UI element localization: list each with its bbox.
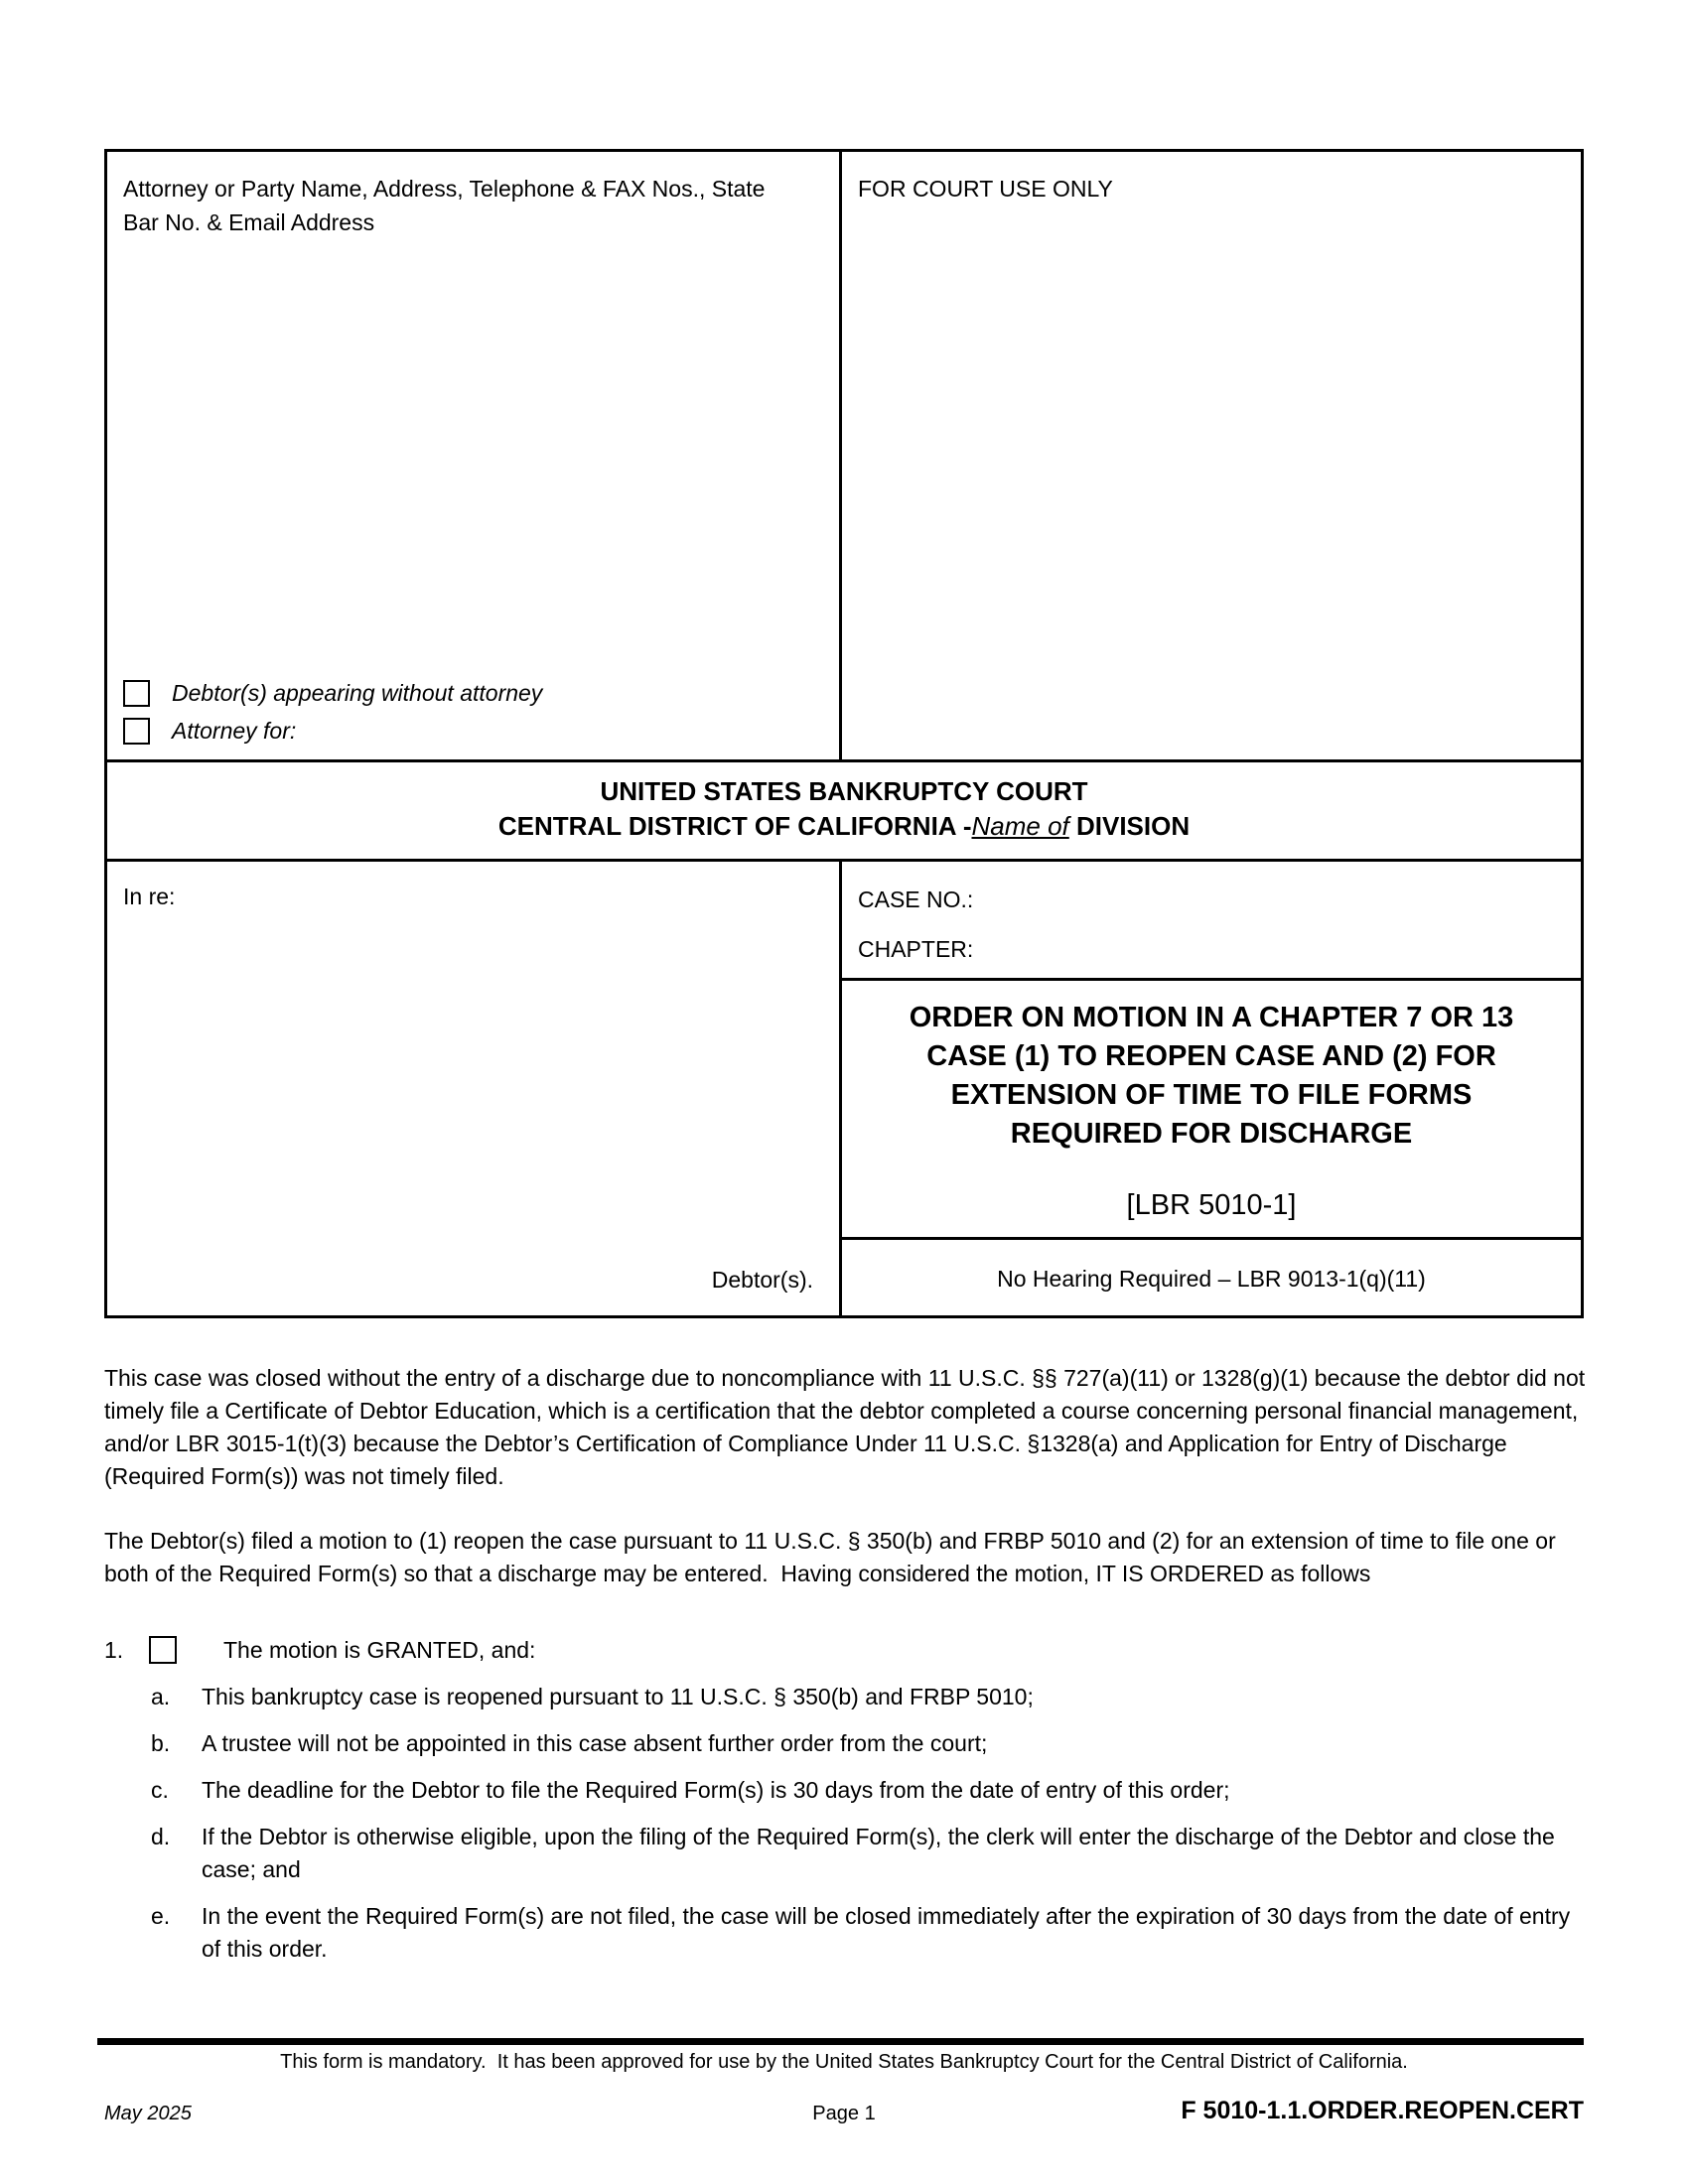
item-letter: e. bbox=[151, 1903, 171, 1929]
footer-page-number: Page 1 bbox=[812, 2103, 876, 2124]
order-body bbox=[104, 1362, 1592, 1966]
order-title-line: EXTENSION OF TIME TO FILE FORMS bbox=[950, 1079, 1473, 1111]
order-title-line: REQUIRED FOR DISCHARGE bbox=[1010, 1118, 1413, 1150]
debtors-label: Debtor(s). bbox=[711, 1267, 813, 1293]
order-title-line: ORDER ON MOTION IN A CHAPTER 7 OR 13 bbox=[909, 1002, 1514, 1033]
list-item bbox=[104, 1681, 1588, 1713]
item-letter: b. bbox=[151, 1730, 171, 1756]
paragraph-motion-filed: The Debtor(s) filed a motion to (1) reopen the case pursuant to 11 U.S.C. § 350(b) and FRBP 5010 and (2) for an extension of time to file one or both of the Required Form(s) so that a discharge may be entered. Having considered the motion, IT IS ORDERED as follows bbox=[104, 1528, 1563, 1586]
attorney-input-area[interactable] bbox=[123, 239, 823, 670]
list-item bbox=[104, 1900, 1588, 1966]
chapter-label: CHAPTER: bbox=[858, 936, 974, 962]
lbr-rule-reference: [LBR 5010-1] bbox=[1126, 1189, 1297, 1221]
list-item-granted bbox=[104, 1634, 1588, 1667]
footer-row bbox=[104, 2097, 1584, 2136]
footer-divider-bar bbox=[97, 2038, 1584, 2045]
item-text: A trustee will not be appointed in this case absent further order from the court; bbox=[202, 1730, 988, 1756]
debtor-no-attorney-label: Debtor(s) appearing without attorney bbox=[172, 680, 543, 706]
motion-granted-checkbox[interactable] bbox=[149, 1636, 177, 1664]
order-title-cell bbox=[842, 978, 1581, 1237]
item-text: This bankruptcy case is reopened pursuant to 11 U.S.C. § 350(b) and FRBP 5010; bbox=[202, 1684, 1034, 1709]
case-number-cell bbox=[842, 862, 1581, 978]
order-title-line: CASE (1) TO REOPEN CASE AND (2) FOR bbox=[926, 1040, 1496, 1072]
form-header-table bbox=[104, 149, 1584, 1318]
item-text: The deadline for the Debtor to file the Required Form(s) is 30 days from the date of entry of this order; bbox=[202, 1777, 1230, 1803]
item-text: If the Debtor is otherwise eligible, upon the filing of the Required Form(s), the clerk will enter the discharge of the Debtor and close the case; and bbox=[202, 1824, 1555, 1882]
item-letter: d. bbox=[151, 1824, 171, 1849]
in-re-label: In re: bbox=[123, 884, 176, 909]
list-item bbox=[104, 1774, 1588, 1807]
court-use-only-cell bbox=[842, 152, 1581, 759]
footer-date: May 2025 bbox=[104, 2103, 192, 2124]
item-letter: a. bbox=[151, 1684, 171, 1709]
attorney-for-row bbox=[123, 716, 823, 746]
division-suffix: DIVISION bbox=[1068, 811, 1191, 841]
item-text: In the event the Required Form(s) are not filed, the case will be closed immediately after the expiration of 30 days from the date of entry of this order. bbox=[202, 1903, 1571, 1962]
court-name-line2 bbox=[107, 809, 1581, 844]
attorney-info-cell bbox=[107, 152, 842, 759]
footer-form-number: F 5010-1.1.ORDER.REOPEN.CERT bbox=[1181, 2097, 1584, 2124]
attorney-for-checkbox[interactable] bbox=[123, 718, 150, 745]
item-number: 1. bbox=[104, 1637, 124, 1663]
no-hearing-cell bbox=[842, 1237, 1581, 1315]
court-use-only-label: FOR COURT USE ONLY bbox=[858, 176, 1113, 202]
division-name-placeholder: Name of bbox=[971, 811, 1069, 841]
court-name-banner bbox=[107, 759, 1581, 859]
case-info-row bbox=[107, 859, 1581, 1315]
debtor-no-attorney-row bbox=[123, 678, 823, 708]
attorney-info-label: Attorney or Party Name, Address, Telephone & FAX Nos., State Bar No. & Email Address bbox=[123, 176, 766, 235]
mandatory-note: This form is mandatory. It has been approved for use by the United States Bankruptcy Court for the Central District of California. bbox=[280, 2051, 1408, 2073]
case-no-label: CASE NO.: bbox=[858, 887, 974, 912]
no-hearing-label: No Hearing Required – LBR 9013-1(q)(11) bbox=[997, 1266, 1426, 1292]
list-item bbox=[104, 1821, 1588, 1886]
court-name-line1: UNITED STATES BANKRUPTCY COURT bbox=[600, 776, 1088, 806]
case-detail-stack bbox=[842, 862, 1581, 1315]
motion-granted-label: The motion is GRANTED, and: bbox=[223, 1637, 536, 1663]
item-letter: c. bbox=[151, 1777, 169, 1803]
attorney-court-use-row bbox=[107, 152, 1581, 759]
district-name: CENTRAL DISTRICT OF CALIFORNIA - bbox=[497, 811, 972, 841]
debtor-no-attorney-checkbox[interactable] bbox=[123, 680, 150, 707]
attorney-for-label: Attorney for: bbox=[172, 718, 297, 744]
list-item bbox=[104, 1727, 1588, 1760]
paragraph-case-closed: This case was closed without the entry of a discharge due to noncompliance with 11 U.S.C. §§ 727(a)(11) or 1328(g)(1) because the debtor did not timely file a Certificate of Debtor Education, which is a certification that the debtor completed a course concerning personal financial management, and/or LBR 3015-1(t)(3) because the Debtor’s Certification of Compliance Under 11 U.S.C. §1328(a) and Application for Entry of Discharge (Required Form(s)) was not timely filed. bbox=[104, 1365, 1592, 1489]
in-re-cell bbox=[107, 862, 842, 1315]
